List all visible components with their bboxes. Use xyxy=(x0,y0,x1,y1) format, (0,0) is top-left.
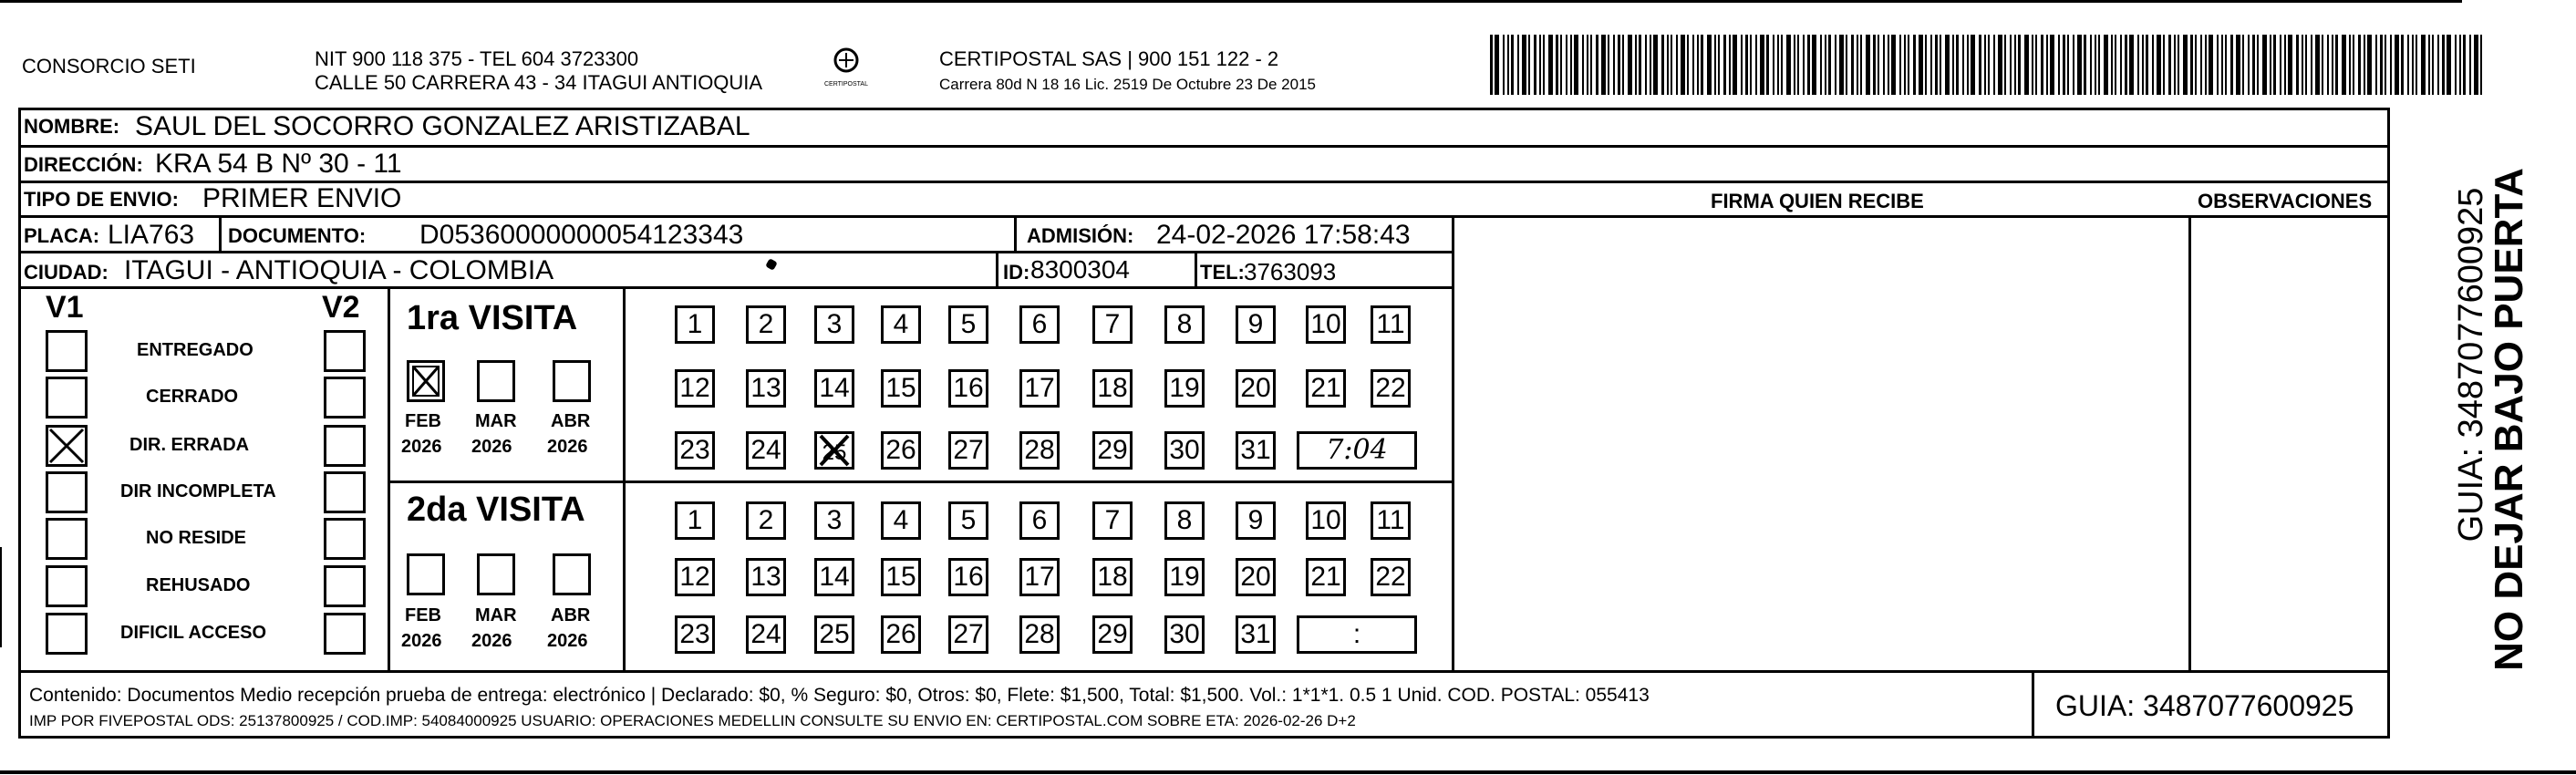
status-label: DIFICIL ACCESO xyxy=(120,623,267,643)
v1-header: V1 xyxy=(46,290,84,325)
month-label: ABR xyxy=(551,411,591,431)
day-box[interactable]: 29 xyxy=(1092,615,1133,654)
footer-divider xyxy=(2032,670,2034,739)
x-mark-icon xyxy=(817,434,852,467)
day-box[interactable]: 14 xyxy=(814,558,854,596)
month-label: FEB xyxy=(405,605,441,625)
direccion-label: DIRECCIÓN: xyxy=(24,153,143,176)
firma-header: FIRMA QUIEN RECIBE xyxy=(1711,190,1924,212)
day-box[interactable]: 6 xyxy=(1019,305,1060,344)
v1-checkbox[interactable] xyxy=(46,518,88,560)
day-box[interactable]: 4 xyxy=(881,501,921,540)
day-box[interactable]: 22 xyxy=(1371,369,1411,408)
month-label: FEB xyxy=(405,411,441,431)
day-box[interactable]: 30 xyxy=(1164,431,1205,470)
status-label: REHUSADO xyxy=(146,575,251,595)
status-label: DIR INCOMPLETA xyxy=(120,481,276,501)
status-label: CERRADO xyxy=(146,387,239,407)
day-box[interactable]: 28 xyxy=(1019,615,1060,654)
v1-checkbox[interactable] xyxy=(46,377,88,418)
status-label: ENTREGADO xyxy=(137,340,253,360)
v2-checkbox[interactable] xyxy=(324,565,366,607)
v2-checkbox[interactable] xyxy=(324,471,366,513)
day-box[interactable]: 20 xyxy=(1236,558,1276,596)
day-box[interactable]: 7 xyxy=(1092,501,1133,540)
day-box[interactable]: 28 xyxy=(1019,431,1060,470)
status-label: DIR. ERRADA xyxy=(129,435,250,455)
v1-checkbox[interactable] xyxy=(46,330,88,372)
observaciones-header: OBSERVACIONES xyxy=(2198,190,2373,212)
day-box[interactable]: 8 xyxy=(1164,501,1205,540)
day-box[interactable]: 19 xyxy=(1164,369,1205,408)
tipo-value: PRIMER ENVIO xyxy=(202,183,402,213)
day-box[interactable]: 10 xyxy=(1306,305,1346,344)
no-dejar-text: NO DEJAR BAJO PUERTA xyxy=(2487,168,2531,671)
x-mark-icon xyxy=(48,428,85,464)
v2-checkbox[interactable] xyxy=(324,613,366,655)
day-box[interactable]: 21 xyxy=(1306,369,1346,408)
id-value: 8300304 xyxy=(1030,255,1131,284)
day-box[interactable] xyxy=(814,431,854,470)
day-box[interactable]: 8 xyxy=(1164,305,1205,344)
content-line: Contenido: Documentos Medio recepción prueba de entrega: electrónico | Declarado: $0, % Seguro: $0, Otros: $0, Flete: $1,500, Total: $1,500. Vol.: 1*1*1. 0.5 1 Unid. COD. POSTAL: 055413 xyxy=(29,685,1650,706)
month-label: MAR xyxy=(475,411,517,431)
certipostal-line: CERTIPOSTAL SAS | 900 151 122 - 2 xyxy=(939,47,1279,70)
day-box[interactable]: 12 xyxy=(675,558,715,596)
month-checkbox[interactable] xyxy=(553,360,591,402)
day-box[interactable]: 6 xyxy=(1019,501,1060,540)
v2-checkbox[interactable] xyxy=(324,425,366,467)
id-label: ID: xyxy=(1003,261,1030,284)
month-checkbox[interactable] xyxy=(477,360,515,402)
obs-divider xyxy=(2188,215,2191,672)
day-box[interactable]: 5 xyxy=(948,501,988,540)
barcode xyxy=(1490,35,2486,95)
year-label: 2026 xyxy=(471,631,512,651)
form-left-border xyxy=(18,108,21,739)
day-box[interactable]: 1 xyxy=(675,305,715,344)
admision-value: 24-02-2026 17:58:43 xyxy=(1156,220,1411,250)
year-label: 2026 xyxy=(401,437,442,457)
tipo-label: TIPO DE ENVIO: xyxy=(24,188,179,211)
day-box[interactable]: 13 xyxy=(746,369,786,408)
month-checkbox[interactable] xyxy=(553,553,591,595)
day-box[interactable]: 26 xyxy=(881,431,921,470)
day-box[interactable]: 30 xyxy=(1164,615,1205,654)
admision-label: ADMISIÓN: xyxy=(1027,224,1134,247)
placa-value: LIA763 xyxy=(108,220,195,250)
company-name: CONSORCIO SETI xyxy=(22,55,196,78)
row-line xyxy=(18,286,1454,289)
year-label: 2026 xyxy=(401,631,442,651)
day-box[interactable]: 20 xyxy=(1236,369,1276,408)
svg-text:25: 25 xyxy=(822,440,847,465)
day-box[interactable]: 4 xyxy=(881,305,921,344)
month-checkbox[interactable] xyxy=(477,553,515,595)
day-box[interactable]: 31 xyxy=(1236,431,1276,470)
day-box[interactable]: 16 xyxy=(948,558,988,596)
tel-value: 3763093 xyxy=(1244,258,1337,285)
firma-divider xyxy=(1452,215,1454,672)
day-box[interactable]: 24 xyxy=(746,615,786,654)
row-line xyxy=(18,145,2390,148)
documento-value: D05360000000054123343 xyxy=(419,220,744,250)
day-box[interactable]: 7 xyxy=(1092,305,1133,344)
row-line xyxy=(18,215,2390,218)
top-edge xyxy=(0,0,2462,3)
day-box[interactable]: 17 xyxy=(1019,369,1060,408)
first-visit-title: 1ra VISITA xyxy=(407,299,578,337)
day-box[interactable]: 26 xyxy=(881,615,921,654)
day-box[interactable]: 16 xyxy=(948,369,988,408)
x-mark-icon xyxy=(409,363,442,399)
v2-header: V2 xyxy=(322,290,360,325)
v2-checkbox[interactable] xyxy=(324,330,366,372)
v1-checkbox[interactable] xyxy=(46,471,88,513)
tel-label: TEL: xyxy=(1200,261,1245,284)
month-checkbox[interactable] xyxy=(407,553,445,595)
nombre-value: SAUL DEL SOCORRO GONZALEZ ARISTIZABAL xyxy=(135,111,750,141)
day-box[interactable]: 23 xyxy=(675,431,715,470)
v2-checkbox[interactable] xyxy=(324,518,366,560)
placa-label: PLACA: xyxy=(24,224,100,247)
day-box[interactable]: 25 xyxy=(814,615,854,654)
year-label: 2026 xyxy=(471,437,512,457)
day-box[interactable]: 9 xyxy=(1236,305,1276,344)
day-box[interactable]: 3 xyxy=(814,305,854,344)
month-label: MAR xyxy=(475,605,517,625)
status-label: NO RESIDE xyxy=(146,528,247,548)
day-box[interactable]: 2 xyxy=(746,305,786,344)
day-box[interactable]: 2 xyxy=(746,501,786,540)
month-divider xyxy=(623,286,626,671)
nombre-label: NOMBRE: xyxy=(24,115,120,138)
v1-checkbox[interactable] xyxy=(46,613,88,655)
day-box[interactable]: 18 xyxy=(1092,558,1133,596)
form-top-border xyxy=(18,108,2390,110)
day-box[interactable]: 22 xyxy=(1371,558,1411,596)
side-guia: GUIA: 3487077600925 xyxy=(2452,187,2490,542)
first-visit-time[interactable]: 7:04 xyxy=(1297,431,1417,470)
day-box[interactable]: 10 xyxy=(1306,501,1346,540)
address-line: CALLE 50 CARRERA 43 - 34 ITAGUI ANTIOQUIA xyxy=(315,71,763,94)
day-box[interactable]: 27 xyxy=(948,431,988,470)
second-visit-title: 2da VISITA xyxy=(407,491,585,529)
status-divider xyxy=(388,286,390,671)
day-box[interactable]: 15 xyxy=(881,558,921,596)
bottom-edge xyxy=(0,770,2576,774)
day-box[interactable]: 29 xyxy=(1092,431,1133,470)
cell-divider xyxy=(996,251,998,287)
nit-line: NIT 900 118 375 - TEL 604 3723300 xyxy=(315,47,639,70)
second-visit-time[interactable]: : xyxy=(1297,615,1417,654)
certipostal-logo xyxy=(819,44,874,95)
day-box[interactable]: 19 xyxy=(1164,558,1205,596)
month-checkbox[interactable] xyxy=(407,360,445,402)
day-box[interactable]: 15 xyxy=(881,369,921,408)
day-box[interactable]: 5 xyxy=(948,305,988,344)
documento-label: DOCUMENTO: xyxy=(228,224,367,247)
day-box[interactable]: 27 xyxy=(948,615,988,654)
visit-divider xyxy=(388,480,1454,483)
cell-divider xyxy=(1195,251,1197,287)
row-line xyxy=(18,251,1454,253)
footer-guia: GUIA: 3487077600925 xyxy=(2055,689,2354,722)
license-line: Carrera 80d N 18 16 Lic. 2519 De Octubre 23 De 2015 xyxy=(939,76,1316,93)
day-box[interactable]: 12 xyxy=(675,369,715,408)
year-label: 2026 xyxy=(547,631,588,651)
imp-line: IMP POR FIVEPOSTAL ODS: 25137800925 / COD.IMP: 54084000925 USUARIO: OPERACIONES MEDELLIN CONSULTE SU ENVIO EN: CERTIPOSTAL.COM SOBRE ETA: 2026-02-26 D+2 xyxy=(29,712,1356,729)
day-box[interactable]: 31 xyxy=(1236,615,1276,654)
v2-checkbox[interactable] xyxy=(324,377,366,418)
day-box[interactable]: 9 xyxy=(1236,501,1276,540)
day-box[interactable]: 18 xyxy=(1092,369,1133,408)
v1-checkbox[interactable] xyxy=(46,425,88,467)
day-box[interactable]: 24 xyxy=(746,431,786,470)
cell-divider xyxy=(219,215,222,252)
v1-checkbox[interactable] xyxy=(46,565,88,607)
svg-text:CERTIPOSTAL: CERTIPOSTAL xyxy=(824,81,868,88)
form-right-border xyxy=(2387,108,2390,739)
day-box[interactable]: 17 xyxy=(1019,558,1060,596)
ciudad-label: CIUDAD: xyxy=(24,261,109,284)
year-label: 2026 xyxy=(547,437,588,457)
day-box[interactable]: 3 xyxy=(814,501,854,540)
direccion-value: KRA 54 B Nº 30 - 11 xyxy=(155,149,402,179)
ink-mark xyxy=(765,258,778,271)
day-box[interactable]: 13 xyxy=(746,558,786,596)
day-box[interactable]: 21 xyxy=(1306,558,1346,596)
ciudad-value: ITAGUI - ANTIOQUIA - COLOMBIA xyxy=(124,255,554,285)
day-box[interactable]: 1 xyxy=(675,501,715,540)
day-box[interactable]: 23 xyxy=(675,615,715,654)
month-label: ABR xyxy=(551,605,591,625)
day-box[interactable]: 11 xyxy=(1371,305,1411,344)
day-box[interactable]: 14 xyxy=(814,369,854,408)
cell-divider xyxy=(1014,215,1017,252)
day-box[interactable]: 11 xyxy=(1371,501,1411,540)
left-edge-mark xyxy=(0,547,2,647)
